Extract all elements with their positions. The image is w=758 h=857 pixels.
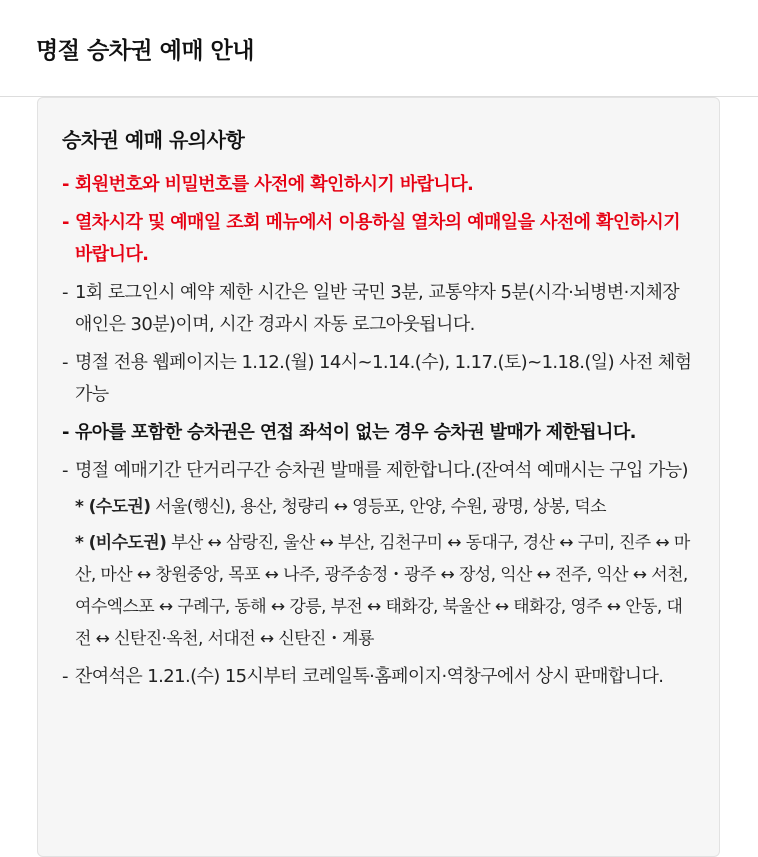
region-non-capital	[75, 527, 695, 655]
region-non-capital-routes: 부산 ↔ 삼랑진, 울산 ↔ 부산, 김천구미 ↔ 동대구, 경산 ↔ 구미, 진주 ↔ 마산, 마산 ↔ 창원중앙, 목포 ↔ 나주, 광주송정・광주 ↔ 장성, 익산 ↔ 전주, 익산 ↔ 서천, 여수엑스포 ↔ 구례구, 동해 ↔ 강릉, 부전 ↔ 태화강, 북울산 ↔ 태화강, 영주 ↔ 안동, 대전 ↔ 신탄진·옥천, 서대전 ↔ 신탄진・계룡	[75, 533, 690, 649]
notice-title: 승차권 예매 유의사항	[62, 128, 245, 152]
region-capital-routes: 서울(행신), 용산, 청량리 ↔ 영등포, 안양, 수원, 광명, 상봉, 덕소	[155, 497, 606, 517]
notice-item-text: 1회 로그인시 예약 제한 시간은 일반 국민 3분, 교통약자 5분(시각·뇌병변·지체장애인은 30분)이며, 시간 경과시 자동 로그아웃됩니다.	[75, 282, 680, 335]
page-title: 명절 승차권 예매 안내	[36, 37, 254, 64]
notice-item-text: 유아를 포함한 승차권은 연접 좌석이 없는 경우 승차권 발매가 제한됩니다.	[75, 422, 636, 443]
dash-marker: -	[62, 666, 68, 687]
dash-marker: -	[62, 282, 68, 303]
region-non-capital-key: * (비수도권)	[75, 533, 167, 553]
notice-item	[62, 169, 695, 201]
notice-item	[62, 347, 695, 411]
notice-item	[62, 417, 695, 449]
dash-marker: -	[62, 352, 68, 373]
dash-marker: -	[62, 460, 68, 481]
notice-item-text: 명절 예매기간 단거리구간 승차권 발매를 제한합니다.(잔여석 예매시는 구입 가능)	[75, 460, 688, 481]
region-capital-key: * (수도권)	[75, 497, 151, 517]
notice-item	[62, 455, 695, 655]
dash-marker: -	[62, 422, 69, 443]
notice-item-text: 잔여석은 1.21.(수) 15시부터 코레일톡·홈페이지·역창구에서 상시 판매합니다.	[75, 666, 664, 687]
region-capital	[75, 491, 695, 523]
notice-panel	[37, 97, 720, 857]
notice-item-text: 열차시각 및 예매일 조회 메뉴에서 이용하실 열차의 예매일을 사전에 확인하시기 바랍니다.	[75, 212, 681, 265]
notice-list	[62, 169, 695, 693]
dash-marker: -	[62, 212, 69, 233]
notice-item-text: 회원번호와 비밀번호를 사전에 확인하시기 바랍니다.	[75, 174, 474, 195]
notice-item-text: 명절 전용 웹페이지는 1.12.(월) 14시~1.14.(수), 1.17.(토)~1.18.(일) 사전 체험 가능	[75, 352, 692, 405]
dash-marker: -	[62, 174, 69, 195]
page-header	[0, 0, 758, 97]
notice-item	[62, 661, 695, 693]
notice-item	[62, 277, 695, 341]
notice-item	[62, 207, 695, 271]
